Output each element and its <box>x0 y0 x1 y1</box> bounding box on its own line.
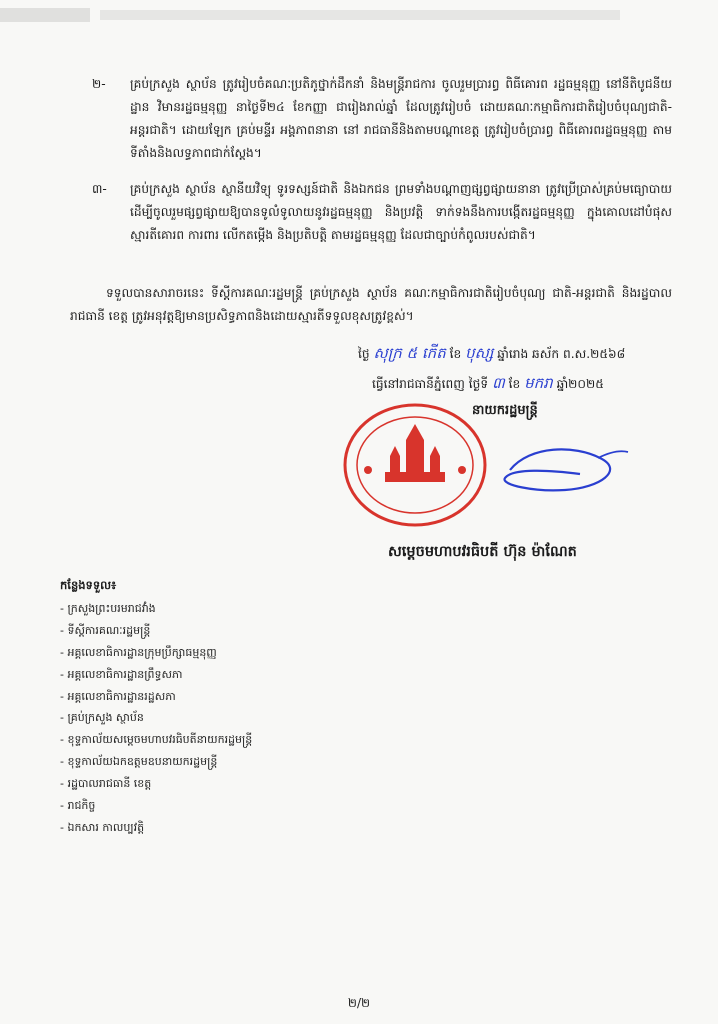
item-text: គ្រប់ក្រសួង ស្ថាប័ន ស្ថានីយវិទ្យុ ទូរទស្សន៍ជាតិ និងឯកជន ព្រមទាំងបណ្តាញផ្សព្វផ្សាយនានា ត្រូវប្រើប្រាស់គ្រប់មធ្យោបាយដើម្បីចូលរួមផ្សព្វផ្សាយឱ្យបានទូលំទូលាយនូវរដ្ឋធម្មនុញ្ញ និងប្រវត្តិ ទាក់ទងនឹងការបង្កើតរដ្ឋធម្មនុញ្ញ ក្នុងគោលដៅបំផុសស្មារតីគោរព ការពារ លើកតម្កើង និងប្រតិបត្តិ តាមរដ្ឋធម្មនុញ្ញ ដែលជាច្បាប់កំពូលរបស់ជាតិ។ <box>130 182 672 242</box>
official-seal-icon <box>340 400 490 530</box>
solar-date-suffix: ឆ្នាំ២០២៥ <box>556 377 604 391</box>
recipients-list <box>60 598 252 839</box>
lunar-date-suffix: ឆ្នាំរោង ឆស័ក ព.ស.២៥៦៨ <box>497 347 626 361</box>
lunar-date-prefix: ថ្ងៃ <box>358 347 370 361</box>
item-text: គ្រប់ក្រសួង ស្ថាប័ន ត្រូវរៀបចំគណៈប្រតិភូថ្នាក់ដឹកនាំ និងមន្ត្រីរាជការ ចូលរួមប្រារព្ធ ពិធីគោរព រដ្ឋធម្មនុញ្ញ នៅនីតិបូជនីយដ្ឋាន វិមានរដ្ឋធម្មនុញ្ញ នាថ្ងៃទី២៤ ខែកញ្ញា ជារៀងរាល់ឆ្នាំ ដែលត្រូវរៀបចំ ដោយគណៈកម្មាធិការជាតិរៀបចំបុណ្យជាតិ-អន្តរជាតិ។ ដោយឡែក គ្រប់មន្ទីរ អង្គភាពនានា នៅ រាជធានីនិងតាមបណ្តាខេត្ត ត្រូវរៀបចំប្រារព្ធ ពិធីគោរពរដ្ឋធម្មនុញ្ញ តាមទីតាំងនិងលទ្ធភាពជាក់ស្តែង។ <box>130 77 672 160</box>
list-item: - រដ្ឋបាលរាជធានី ខេត្ត <box>60 777 152 791</box>
lunar-day-handwritten: សុក្រ ៥ កើត <box>373 344 446 362</box>
list-item: - អគ្គលេខាធិការដ្ឋានក្រុមប្រឹក្សាធម្មនុញ្ញ <box>60 645 217 659</box>
signature-title: នាយករដ្ឋមន្ត្រី <box>472 403 538 418</box>
list-item: - ទីស្តីការគណៈរដ្ឋមន្ត្រី <box>60 623 151 637</box>
list-item: - អគ្គលេខាធិការដ្ឋានព្រឹទ្ធសភា <box>60 667 183 681</box>
closing-paragraph: ទទួលបានសារាចរនេះ ទីស្តីការគណៈរដ្ឋមន្ត្រី គ្រប់ក្រសួង ស្ថាប័ន គណៈកម្មាធិការជាតិរៀបចំបុណ្យ ជាតិ-អន្តរជាតិ និងរដ្ឋបាលរាជធានី ខេត្ត ត្រូវអនុវត្តឱ្យមានប្រសិទ្ធភាពនិងដោយស្មារតីទទួលខុសត្រូវខ្ពស់។ <box>70 286 672 323</box>
list-item: - អគ្គលេខាធិការដ្ឋានរដ្ឋសភា <box>60 689 176 703</box>
recipients-heading: កន្លែងទទួល៖ <box>60 578 117 592</box>
list-item: - ឯកសារ កាលប្បវត្តិ <box>60 820 145 834</box>
item-3 <box>92 178 672 247</box>
page-number: ២/២ <box>347 996 371 1010</box>
solar-month-label: ខែ <box>508 377 521 391</box>
solar-day-handwritten: ៣ <box>491 374 505 392</box>
list-item: - ខុទ្ទកាល័យឯកឧត្តមឧបនាយករដ្ឋមន្ត្រី <box>60 755 218 769</box>
handwritten-signature-icon <box>480 440 630 500</box>
solar-date-line <box>372 374 604 396</box>
list-item: - ខុទ្ទកាល័យសម្តេចមហាបវរធិបតីនាយករដ្ឋមន្ត្រី <box>60 733 253 747</box>
solar-date-prefix: ធ្វើនៅរាជធានីភ្នំពេញ ថ្ងៃទី <box>372 377 489 391</box>
bleed-through-mark <box>0 0 718 40</box>
item-2 <box>92 73 672 165</box>
lunar-month-handwritten: បុស្ស <box>465 344 494 362</box>
lunar-month-label: ខែ <box>449 347 462 361</box>
signer-name: សម្តេចមហាបវរធិបតី ហ៊ុន ម៉ាណែត <box>388 544 577 560</box>
item-number: ៣- <box>92 182 107 196</box>
list-item: - ក្រសួងព្រះបរមរាជវាំង <box>60 602 156 615</box>
list-item: - គ្រប់ក្រសួង ស្ថាប័ន <box>60 711 144 725</box>
list-item: - រាជកិច្ច <box>60 799 96 813</box>
solar-month-handwritten: មករា <box>524 374 553 392</box>
item-number: ២- <box>92 77 106 91</box>
lunar-date-line <box>358 344 625 366</box>
